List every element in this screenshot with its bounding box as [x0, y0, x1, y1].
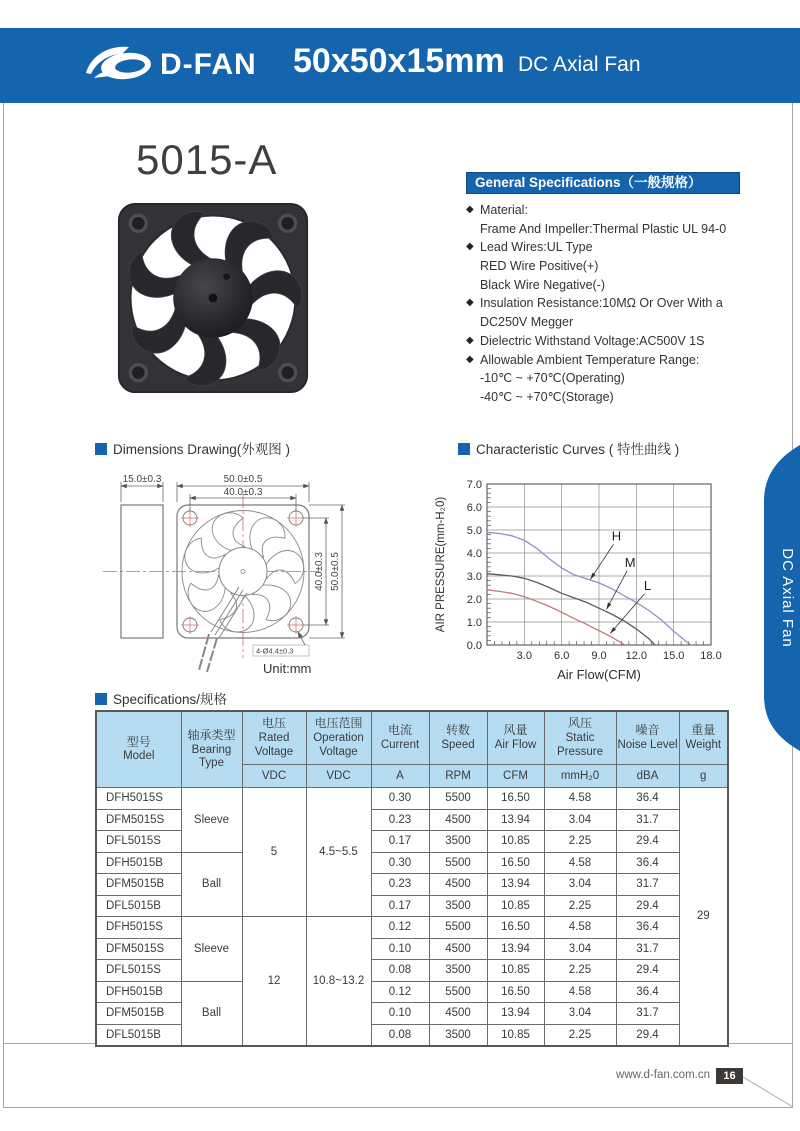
table-row	[96, 917, 728, 939]
svg-text:2.0: 2.0	[466, 594, 482, 606]
cell-airflow: 10.85	[487, 895, 544, 917]
product-photo	[116, 201, 310, 395]
cell-airflow: 13.94	[487, 809, 544, 831]
col-header-rated-voltage: 电压 Rated Voltage	[242, 711, 306, 765]
svg-text:3.0: 3.0	[516, 650, 532, 662]
spec-text: Dielectric Withstand Voltage:AC500V 1S	[480, 333, 705, 348]
cell-current: 0.08	[371, 960, 429, 982]
side-tab	[750, 443, 800, 753]
frame-left-border	[3, 103, 4, 1107]
svg-text:7.0: 7.0	[466, 479, 482, 491]
cell-speed: 4500	[429, 809, 487, 831]
col-unit-noise-level: dBA	[616, 765, 679, 788]
cell-current: 0.10	[371, 1003, 429, 1025]
cell-airflow: 13.94	[487, 938, 544, 960]
cell-model: DFH5015S	[96, 788, 181, 810]
spec-table	[95, 710, 729, 1047]
col-unit-current: A	[371, 765, 429, 788]
col-unit-operation-voltage: VDC	[306, 765, 371, 788]
table-row	[96, 981, 728, 1003]
cell-airflow: 10.85	[487, 831, 544, 853]
cell-current: 0.23	[371, 809, 429, 831]
table-row	[96, 788, 728, 810]
cell-current: 0.12	[371, 981, 429, 1003]
spec-line	[466, 388, 776, 407]
cell-airflow: 13.94	[487, 874, 544, 896]
cell-speed: 5500	[429, 788, 487, 810]
cell-model: DFL5015B	[96, 1024, 181, 1046]
cell-rated-voltage: 5	[242, 788, 306, 917]
cell-model: DFM5015B	[96, 1003, 181, 1025]
dim-hole-pitch-label: 40.0±0.3	[223, 487, 263, 498]
cell-pressure: 3.04	[544, 874, 616, 896]
cell-speed: 4500	[429, 938, 487, 960]
side-tab-label: DC Axial Fan	[779, 548, 796, 648]
cell-noise: 29.4	[616, 895, 679, 917]
spec-line	[466, 313, 776, 332]
svg-text:6.0: 6.0	[554, 650, 570, 662]
cell-speed: 3500	[429, 960, 487, 982]
cell-airflow: 16.50	[487, 917, 544, 939]
cell-speed: 4500	[429, 874, 487, 896]
col-unit-speed: RPM	[429, 765, 487, 788]
cell-pressure: 3.04	[544, 938, 616, 960]
cell-noise: 29.4	[616, 831, 679, 853]
spec-text: DC250V Megger	[480, 315, 574, 330]
cell-current: 0.23	[371, 874, 429, 896]
hole-dia-label: 4-Ø4.4±0.3	[256, 646, 294, 656]
general-specs-list	[466, 201, 776, 407]
cell-pressure: 3.04	[544, 1003, 616, 1025]
cell-pressure: 4.58	[544, 788, 616, 810]
page-subtitle: DC Axial Fan	[518, 53, 641, 76]
cell-pressure: 4.58	[544, 981, 616, 1003]
col-unit-air-flow: CFM	[487, 765, 544, 788]
cell-model: DFL5015S	[96, 831, 181, 853]
cell-airflow: 10.85	[487, 1024, 544, 1046]
spec-line	[466, 369, 776, 388]
cell-airflow: 16.50	[487, 981, 544, 1003]
website-url: www.d-fan.com.cn	[616, 1069, 710, 1081]
cell-model: DFH5015S	[96, 917, 181, 939]
dim-width-label: 50.0±0.5	[223, 474, 263, 485]
cell-pressure: 3.04	[544, 809, 616, 831]
svg-text:12.0: 12.0	[625, 650, 648, 662]
col-unit-weight: g	[679, 765, 728, 788]
svg-text:1.0: 1.0	[466, 617, 482, 629]
impeller-outline	[179, 510, 303, 636]
page-bottom-line	[3, 1107, 793, 1108]
svg-text:3.0: 3.0	[466, 571, 482, 583]
cell-noise: 29.4	[616, 1024, 679, 1046]
section-specifications: Specifications/规格	[95, 688, 227, 708]
y-axis-label: AIR PRESSURE(mm-H₂0)	[435, 496, 447, 633]
page-number-badge: 16	[716, 1068, 743, 1084]
blue-square-icon	[95, 693, 107, 705]
cell-model: DFL5015B	[96, 895, 181, 917]
cell-model: DFL5015S	[96, 960, 181, 982]
cell-model: DFH5015B	[96, 981, 181, 1003]
col-header-operation-voltage: 电压范围 Operation Voltage	[306, 711, 371, 765]
spec-line	[466, 257, 776, 276]
cell-noise: 31.7	[616, 809, 679, 831]
spec-text: RED Wire Positive(+)	[480, 259, 599, 274]
cell-bearing-type: Ball	[181, 852, 242, 917]
cell-pressure: 4.58	[544, 852, 616, 874]
cell-noise: 36.4	[616, 788, 679, 810]
cell-noise: 31.7	[616, 938, 679, 960]
cell-current: 0.17	[371, 831, 429, 853]
dim-vertical-40-label: 40.0±0.3	[314, 552, 325, 591]
spec-line	[466, 201, 776, 220]
cell-model: DFM5015S	[96, 938, 181, 960]
dim-vertical-50-label: 50.0±0.5	[330, 552, 341, 591]
diamond-bullet-icon: ◆	[466, 334, 474, 346]
diamond-bullet-icon: ◆	[466, 353, 474, 365]
spec-table-wrap	[95, 710, 729, 1047]
svg-text:18.0: 18.0	[700, 650, 722, 662]
section-curves: Characteristic Curves ( 特性曲线 )	[458, 438, 679, 458]
svg-text:M: M	[624, 554, 636, 570]
spec-line	[466, 238, 776, 257]
col-header-current: 电流 Current	[371, 711, 429, 765]
col-header-bearing-type: 轴承类型 Bearing Type	[181, 711, 242, 788]
cell-current: 0.30	[371, 788, 429, 810]
svg-text:4.0: 4.0	[466, 548, 482, 560]
cell-noise: 31.7	[616, 1003, 679, 1025]
spec-text: -40℃ ~ +70℃(Storage)	[480, 389, 614, 404]
svg-text:0.0: 0.0	[466, 640, 482, 652]
spec-text: Black Wire Negative(-)	[480, 277, 606, 292]
svg-text:H: H	[611, 528, 622, 544]
cell-noise: 29.4	[616, 960, 679, 982]
cell-airflow: 10.85	[487, 960, 544, 982]
spec-line	[466, 276, 776, 295]
cell-speed: 5500	[429, 852, 487, 874]
diamond-bullet-icon: ◆	[466, 297, 474, 309]
cell-weight: 29	[679, 788, 728, 1046]
cell-noise: 36.4	[616, 917, 679, 939]
page-title: 50x50x15mm	[293, 42, 505, 80]
cell-pressure: 2.25	[544, 960, 616, 982]
dimensions-drawing	[95, 470, 375, 685]
cell-speed: 3500	[429, 895, 487, 917]
spec-line	[466, 220, 776, 239]
svg-text:L: L	[643, 577, 652, 593]
cell-current: 0.08	[371, 1024, 429, 1046]
cell-noise: 36.4	[616, 852, 679, 874]
dfan-logo-icon	[84, 42, 158, 88]
col-header-air-flow: 风量 Air Flow	[487, 711, 544, 765]
cell-speed: 5500	[429, 981, 487, 1003]
general-specs-heading: General Specifications（一般规格）	[466, 172, 740, 194]
cell-current: 0.30	[371, 852, 429, 874]
cell-model: DFM5015B	[96, 874, 181, 896]
svg-text:5.0: 5.0	[466, 525, 482, 537]
spec-text: Material:	[480, 203, 528, 217]
cell-bearing-type: Ball	[181, 981, 242, 1046]
col-header-weight: 重量 Weight	[679, 711, 728, 765]
dim-thickness-label: 15.0±0.3	[122, 474, 162, 485]
model-title: 5015-A	[136, 136, 278, 183]
spec-text: Allowable Ambient Temperature Range:	[480, 352, 700, 367]
cell-model: DFM5015S	[96, 809, 181, 831]
svg-text:9.0: 9.0	[591, 650, 607, 662]
table-row	[96, 852, 728, 874]
cell-current: 0.10	[371, 938, 429, 960]
characteristic-curves-chart	[430, 458, 760, 688]
col-unit-static-pressure: mmH₂0	[544, 765, 616, 788]
spec-text: Frame And Impeller:Thermal Plastic UL 94-0	[480, 221, 727, 236]
spec-line	[466, 294, 776, 313]
cell-bearing-type: Sleeve	[181, 788, 242, 853]
col-header-model: 型号 Model	[96, 711, 181, 788]
col-header-noise-level: 噪音 Noise Level	[616, 711, 679, 765]
cell-speed: 3500	[429, 1024, 487, 1046]
cell-pressure: 2.25	[544, 831, 616, 853]
x-axis-label: Air Flow(CFM)	[557, 667, 641, 682]
diamond-bullet-icon: ◆	[466, 241, 474, 253]
spec-line	[466, 332, 776, 351]
cell-model: DFH5015B	[96, 852, 181, 874]
cell-operation-voltage: 10.8~13.2	[306, 917, 371, 1046]
cell-pressure: 2.25	[544, 1024, 616, 1046]
cell-operation-voltage: 4.5~5.5	[306, 788, 371, 917]
spec-line	[466, 351, 776, 370]
dim-thickness	[121, 482, 163, 502]
cell-rated-voltage: 12	[242, 917, 306, 1046]
cell-noise: 36.4	[616, 981, 679, 1003]
svg-text:15.0: 15.0	[662, 650, 685, 662]
cell-speed: 4500	[429, 1003, 487, 1025]
blue-square-icon	[95, 443, 107, 455]
cell-current: 0.12	[371, 917, 429, 939]
cell-airflow: 16.50	[487, 852, 544, 874]
cell-airflow: 13.94	[487, 1003, 544, 1025]
cell-pressure: 4.58	[544, 917, 616, 939]
spec-text: -10℃ ~ +70℃(Operating)	[480, 371, 625, 386]
unit-label: Unit:mm	[263, 661, 312, 676]
diamond-bullet-icon: ◆	[466, 204, 474, 215]
blue-square-icon	[458, 443, 470, 455]
svg-text:6.0: 6.0	[466, 502, 482, 514]
section-dimensions: Dimensions Drawing(外观图 )	[95, 438, 290, 458]
footer-corner-line	[740, 1066, 796, 1110]
cell-speed: 5500	[429, 917, 487, 939]
cell-speed: 3500	[429, 831, 487, 853]
col-unit-rated-voltage: VDC	[242, 765, 306, 788]
cell-bearing-type: Sleeve	[181, 917, 242, 982]
header-bar	[0, 28, 800, 103]
col-header-speed: 转数 Speed	[429, 711, 487, 765]
col-header-static-pressure: 风压 Static Pressure	[544, 711, 616, 765]
brand-name: D-FAN	[160, 48, 257, 81]
cell-pressure: 2.25	[544, 895, 616, 917]
spec-text: Insulation Resistance:10MΩ Or Over With a	[480, 296, 723, 311]
cell-current: 0.17	[371, 895, 429, 917]
cell-airflow: 16.50	[487, 788, 544, 810]
spec-text: Lead Wires:UL Type	[480, 240, 593, 255]
cell-noise: 31.7	[616, 874, 679, 896]
